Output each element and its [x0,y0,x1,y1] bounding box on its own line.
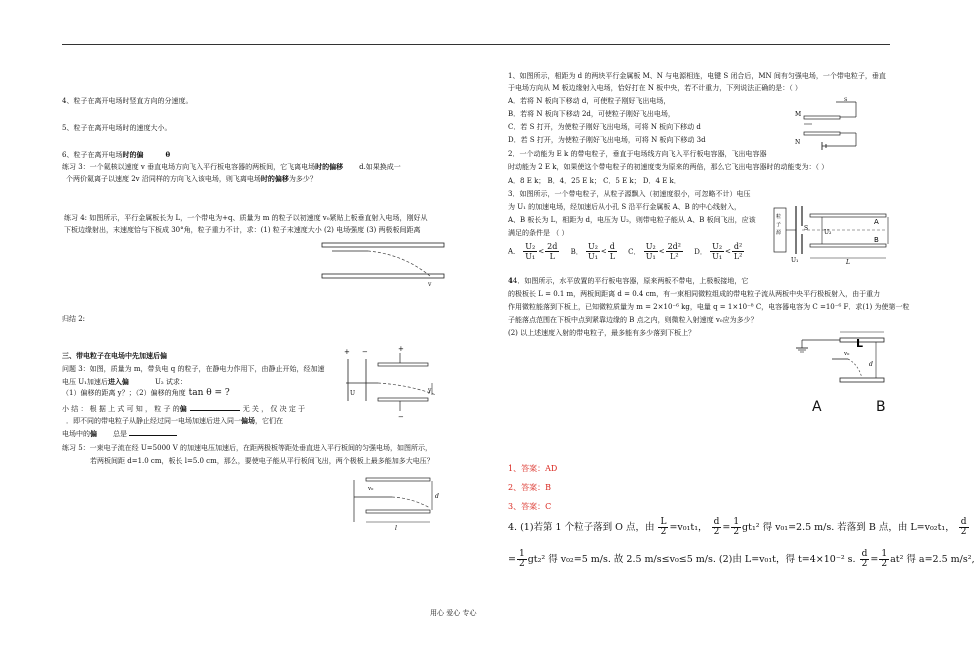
p3-line2: 为 U₁ 的加速电场，经加速后从小孔 S 沿平行金属板 A、B 的中心线射入， [508,203,742,211]
svg-text:+: + [398,345,404,353]
left-ex3-line2: 个两价氦离子以速度 2v 沿同样的方向飞入该电场，则飞离电场时的偏移为多少？ [66,174,317,183]
p4-label-a: A [812,399,822,415]
svg-text:−: − [398,413,404,421]
svg-text:U: U [350,390,356,397]
p2-line2: 时动能为 2 E k，如果使这个带电粒子的初速度变为原来的两倍，那么它飞出电容器时的动能变为：（ ） [508,163,829,171]
p4-line1: 44．如图所示，水平放置的平行板电容器，原来两板不带电，上极板接地，它 [508,276,749,285]
q3-line3: （1）偏移的距离 y？；（2）偏移的角度 tan θ = ? [62,388,230,398]
svg-text:A: A [874,218,879,226]
header-rule [62,44,890,45]
p1-circuit-figure [792,96,864,150]
p4-line5: (2) 以上述速度入射的带电粒子，最多能有多少落到下板上？ [508,329,696,337]
q3-summary-line2: ．即不同的带电粒子从静止经过同一电场加速后进入同一偏场，它们在 [66,416,283,425]
sec3-title: 三、带电粒子在电场中先加速后偏 [62,351,167,360]
left-q4: 4、粒子在离开电场时竖直方向的分速度。 [62,97,193,105]
q3-line2: 电压 U₁加速后进入偏 U₂ 试求： [62,377,187,386]
svg-text:+: + [344,348,350,356]
p2-line1: 2．一个动能为 E k 的带电粒子，垂直于电场线方向飞入平行板电容器，飞出电容器 [508,150,767,158]
ex5-line2: 若两板间距 d=1.0 cm，板长 l=5.0 cm，那么，要使电子能从平行板间飞出，两个极板上最多能加多大电压？ [90,457,434,465]
p4-line4: 子能落点范围在下板中点到紧靠边缘的 B 点之内，则微粒入射速度 v₀应为多少？ [508,316,758,324]
svg-text:v₀: v₀ [368,486,374,492]
p1-option-d: D．若 S 打开，为使粒子刚好飞出电场，可将 N 板向下移动 3d [508,136,706,144]
left-q6: 6、粒子在离开电场时的偏 θ [62,150,171,159]
p3-particle-source-figure [772,204,890,266]
answer-2: 2、答案：B [508,483,551,492]
p3-line4: 满足的条件是 （ ） [508,229,569,237]
answer-3: 3、答案：C [508,502,552,511]
svg-text:U₂: U₂ [824,229,832,236]
svg-text:L: L [846,259,850,266]
ex4-plates-figure [318,240,448,290]
svg-text:v₀: v₀ [844,351,850,357]
svg-text:S: S [844,97,848,103]
p3-line1: 3．如图所示，一个带电粒子，从粒子源飘入（初速度很小，可忽略不计）电压 [508,190,751,198]
svg-text:U₁: U₁ [791,257,799,264]
svg-text:M: M [795,111,802,118]
q3-summary-line3: 电场中的偏 总是 [62,429,177,439]
p3-line3: A、B 板长为 L，相距为 d，电压为 U₂，则带电粒子能从 A、B 板间飞出，应该 [508,216,756,224]
svg-text:l: l [395,525,397,532]
svg-text:−: − [362,348,368,356]
p4-label-b: B [876,399,886,415]
left-ex3-line1: 练习 3：一个氦核以速度 v 垂直电场方向飞入平行板电容器的两板间，它飞离电场时的偏移 d.如果换成一 [62,162,401,171]
q3-accel-deflect-figure [340,343,440,425]
svg-text:粒: 粒 [776,214,782,220]
answer-4-line1: 4. (1)若第 1 个粒子落到 O 点，由 $\frac{L}{2}$ =v₀₁t₁， $\frac{d}{2}$ = $\frac{1}{2}$ gt₁² 得 v₀₁=2.5 m/s. 若落到 B 点，由 L=v₀₂t₁， $\frac{d}{2}$ [508,517,967,537]
answer-4-line2: = $\frac{1}{2}$ gt₂² 得 v₀₂=5 m/s. 故 2.5 m/s≤v₀≤5 m/s. (2)由 L=v₀₁t，得 t=4×10⁻² s. $\frac{d}{2}$ = $\frac{1}{2}$ at² 得 a=2.5 m/s², [508,549,975,569]
p4-line2: 的极板长 L = 0.1 m，两板间距离 d = 0.4 cm，有一束相同微粒组成的带电粒子流从两板中央平行极板射入，由于重力 [508,290,881,298]
svg-text:S: S [804,225,809,232]
svg-text:B: B [874,236,879,244]
svg-text:L: L [856,337,864,350]
ex5-line1: 练习 5：一束电子流在经 U=5000 V 的加速电压加速后，在距两极板等距处垂直进入平行板间的匀强电场，如图所示， [62,444,432,452]
svg-text:d: d [869,361,873,368]
svg-text:N: N [795,139,801,146]
p1-line2: 于电场方向从 M 板边缘射入电场，恰好打在 N 板中央，若不计重力，下列说法正确的是：（ ） [508,84,802,92]
answer-1: 1、答案：AD [508,464,558,473]
left-summary2: 归结 2: [62,315,86,323]
ex5-plates-figure [352,470,452,532]
left-ex4-line1: 练习 4: 如图所示，平行金属板长为 L，一个带电为+q、质量为 m 的粒子以初速度 v₀紧贴上板垂直射入电场，刚好从 [64,214,428,222]
q3-line1: 问题 3：如图，质量为 m，带负电 q 的粒子，在静电力作用下，由静止开始，经加速 [62,365,325,373]
svg-text:d: d [435,493,439,500]
svg-text:源: 源 [776,230,782,236]
left-q5: 5、粒子在离开电场时的速度大小。 [62,124,172,132]
q3-summary-line1: 小 结 ： 根 据 上 式 可 知 ， 粒 子 的偏 无 关 ， 仅 决 定 于 [62,404,306,413]
p4-line3: 作用微粒能落到下板上，已知微粒质量为 m = 2×10⁻⁶ kg，电量 q = 1×10⁻⁸ C，电容器电容为 C =10⁻⁶ F．求(1) 为使第一粒 [508,303,910,311]
svg-text:y: y [428,387,432,394]
p3-options: A． $\frac{\text{U₂}}{\text{U₁}}$ < $\frac{2d}{L}$ B． $\frac{\text{U₂}}{\text{U₁}}$ < $\frac{d}{L}$ C． $\frac{\text{U₂}}{\text{U₁}}$ < $\frac{\text{2d²}}{\text{L²}}$ D． $\frac{\text{U₂}}{\text{U₁}}$ < $\frac{\text{d²}}{\text{L²}}$ [508,242,743,261]
p1-option-b: B．若将 N 板向下移动 2d，可使粒子刚好飞出电场， [508,110,675,118]
p2-options: A．8 E k； B．4．25 E k； C．5 E k； D．4 E k． [508,177,681,185]
p1-option-a: A．若将 N 板向下移动 d，可使粒子刚好飞出电场， [508,97,671,105]
page-footer: 用心 爱心 专心 [430,609,477,617]
p1-option-c: C．若 S 打开，为使粒子刚好飞出电场，可将 N 板向下移动 d [508,123,701,131]
svg-text:v: v [428,281,432,288]
left-ex4-line2: 下板边缘射出，末速度恰与下板成 30°角，粒子重力不计，求：(1) 粒子末速度大小 (2) 电场强度 (3) 两极板间距离 [64,226,421,234]
p1-line1: 1、如图所示，相距为 d 的两块平行金属板 M、N 与电源相连，电键 S 闭合后，MN 间有匀强电场，一个带电粒子，垂直 [508,72,886,80]
svg-text:子: 子 [776,222,782,228]
